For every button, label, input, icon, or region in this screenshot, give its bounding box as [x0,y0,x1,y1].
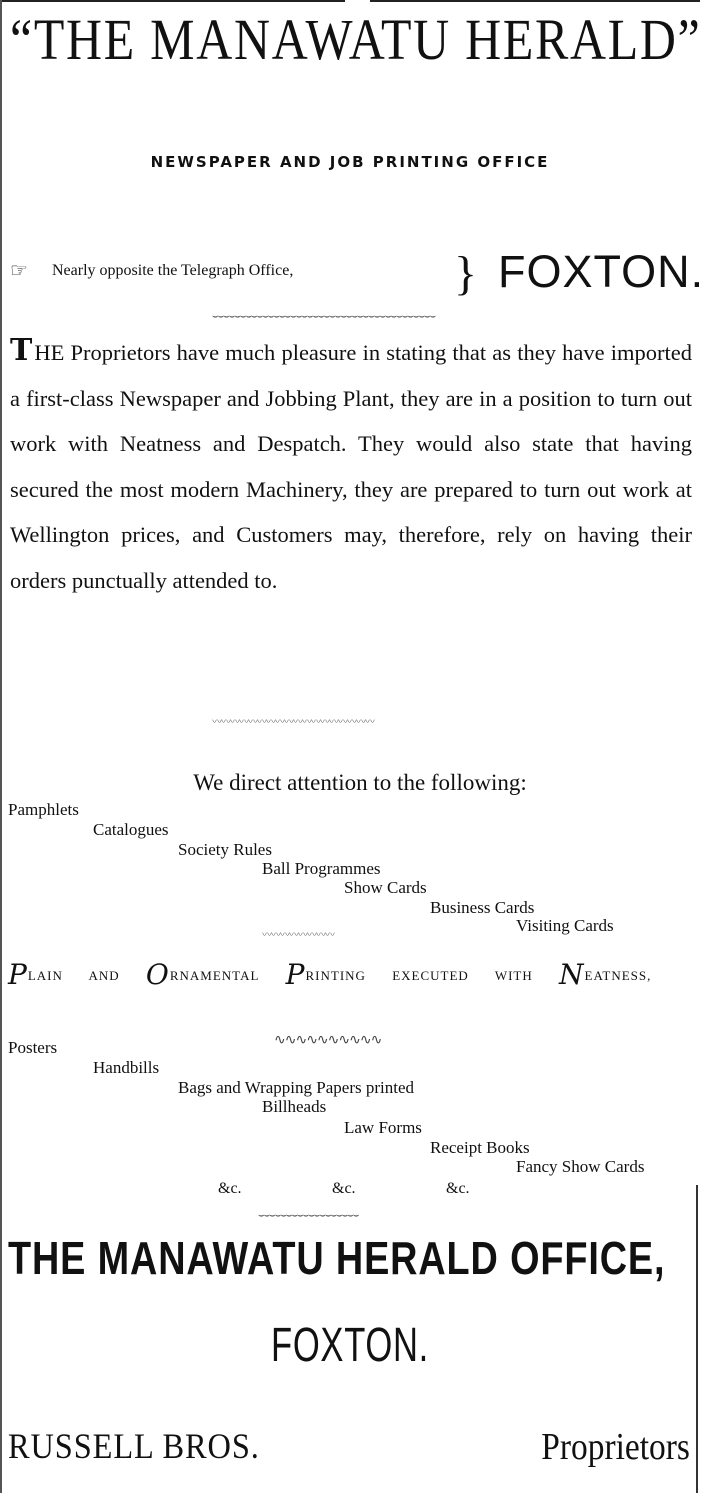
list-item: Posters [8,1038,58,1057]
pointing-hand-icon: ☞ [10,258,28,282]
list-item: Pamphlets [8,800,79,819]
list-item: Bags and Wrapping Papers printed [178,1078,415,1097]
list-item: Law Forms [344,1118,422,1137]
drop-cap: T [10,333,33,368]
list-item: Fancy Show Cards [516,1157,645,1176]
address-text: Nearly opposite the Telegraph Office, [52,262,294,279]
direct-heading: We direct attention to the following: [193,770,527,795]
list-item: Business Cards [430,898,535,917]
footer-name: RUSSELL BROS. [8,1426,260,1466]
plain-ornamental-line: PLAIN AND ORNAMENTAL PRINTING EXECUTED WITH NEATNESS, [8,958,652,991]
list-item: Ball Programmes [262,859,381,878]
etc-mark: &c. [332,1180,356,1197]
list-item: Visiting Cards [516,916,614,935]
list-item: Society Rules [178,840,272,859]
brace-divider: } [454,247,478,300]
ornamental-rule: ⌣⌣⌣⌣⌣⌣⌣⌣⌣⌣⌣⌣⌣⌣⌣⌣⌣⌣ [258,1210,359,1221]
ornamental-rule: 〰〰〰〰〰〰〰〰 [262,930,334,941]
list-item: Billheads [262,1097,327,1116]
ornamental-rule: ∿∿∿∿∿∿∿∿∿∿ [274,1032,382,1048]
masthead-title: “THE MANAWATU HERALD” [10,7,702,72]
ornamental-rule: 〰〰〰〰〰〰〰〰〰〰〰〰〰〰〰〰〰〰 [212,717,374,728]
body-paragraph [10,330,692,603]
body-text: HE Proprietors have much pleasure in stating that as they have imported a first-class Newspaper and Jobbing Plant, they are in a position to turn out work with Neatness and Despatch. They would also state that having secured the most modern Machinery, they are prepared to turn out work at Wellington prices, and Customers may, therefore, rely on having their orders punctually attended to. [10,340,692,593]
list-item: Receipt Books [430,1138,530,1157]
top-rule-right [370,0,700,2]
etc-mark: &c. [218,1180,242,1197]
ornamental-rule: ⌣⌣⌣⌣⌣⌣⌣⌣⌣⌣⌣⌣⌣⌣⌣⌣⌣⌣⌣⌣⌣⌣⌣⌣⌣⌣⌣⌣⌣⌣⌣⌣⌣⌣⌣⌣⌣⌣⌣⌣ [212,311,436,322]
address-town: FOXTON. [498,246,704,297]
footer-role: Proprietors [541,1426,690,1468]
office-town: FOXTON. [270,1319,430,1372]
list-item: Show Cards [344,878,427,897]
subtitle: NEWSPAPER AND JOB PRINTING OFFICE [150,153,550,171]
list-item: Catalogues [93,820,169,839]
list-item: Handbills [93,1058,160,1077]
right-border-rule [696,1185,698,1493]
left-border-rule [0,0,2,1493]
top-rule-left [0,0,345,2]
etc-mark: &c. [446,1180,470,1197]
office-line: THE MANAWATU HERALD OFFICE, [8,1233,666,1285]
